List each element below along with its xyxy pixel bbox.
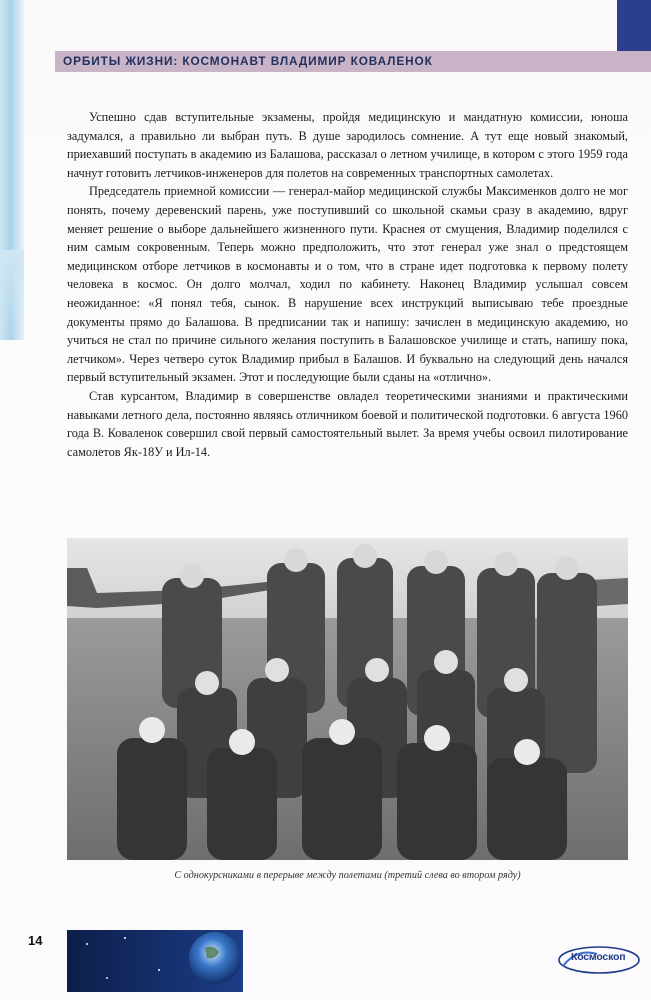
earth-space-band: [67, 930, 243, 992]
article-body: [67, 108, 628, 461]
photo-caption: С однокурсниками в перерыве между полетами (третий слева во втором ряду): [174, 870, 521, 881]
paragraph-1: Успешно сдав вступительные экзамены, пройдя медицинскую и мандатную комиссии, юноша задумался, а правильно ли выбран путь. В душе зародилось сомнение. А тут еще новый знакомый, приехавший поступать в академию из Балашова, рассказал о летном училище, в котором с этого 1959 года начнут готовить летчиков-инженеров для полетов на современных транспортных самолетах.: [67, 110, 628, 180]
paragraph-2: Председатель приемной комиссии — генерал-майор медицинской службы Максименков долго не мог понять, почему деревенский парень, уже поступивший со школьной скамьи сразу в академию, вдруг меняет решение о выборе дальнейшего жизненного пути. Краснея от смущения, Владимир поделился с ним самым сокровенным. Теперь можно предположить, что этот генерал уже знал о предстоящем медицинском отборе летчиков в космонавты и о том, что в стране идет подготовка к первому полету человека в космос. Он долго молчал, ходил по кабинету. Наконец Владимир услышал совсем неожиданное: «Я понял тебя, сынок. В нарушение всех инструкций выписываю тебе проездные документы прямо до Балашова. В предписании так и напишу: зачислен в медицинскую академию, но учиться не стал по причине сильного желания поступить в Балашовское училище и стать, напишу пока, летчиком». Через четверо суток Владимир прибыл в Балашов. И буквально на следующий день начался первый вступительный экзамен. Этот и последующие были сданы на «отлично».: [67, 184, 628, 385]
kosmoskop-logo: [557, 944, 641, 976]
running-header-title: ОРБИТЫ ЖИЗНИ: КОСМОНАВТ ВЛАДИМИР КОВАЛЕНОК: [63, 54, 433, 68]
group-photo: [67, 538, 628, 860]
paragraph-3: Став курсантом, Владимир в совершенстве овладел теоретическими знаниями и практическими навыками летного дела, постоянно являясь отличником боевой и политической подготовки. 6 августа 1960 года В. Коваленок совершил свой первый самостоятельный вылет. За время учебы освоил пилотирование самолетов Як-18У и Ил-14.: [67, 388, 628, 459]
logo-text: Космоскоп: [571, 951, 626, 963]
sky-decoration-strip: [0, 0, 24, 340]
page-number: 14: [28, 933, 43, 948]
